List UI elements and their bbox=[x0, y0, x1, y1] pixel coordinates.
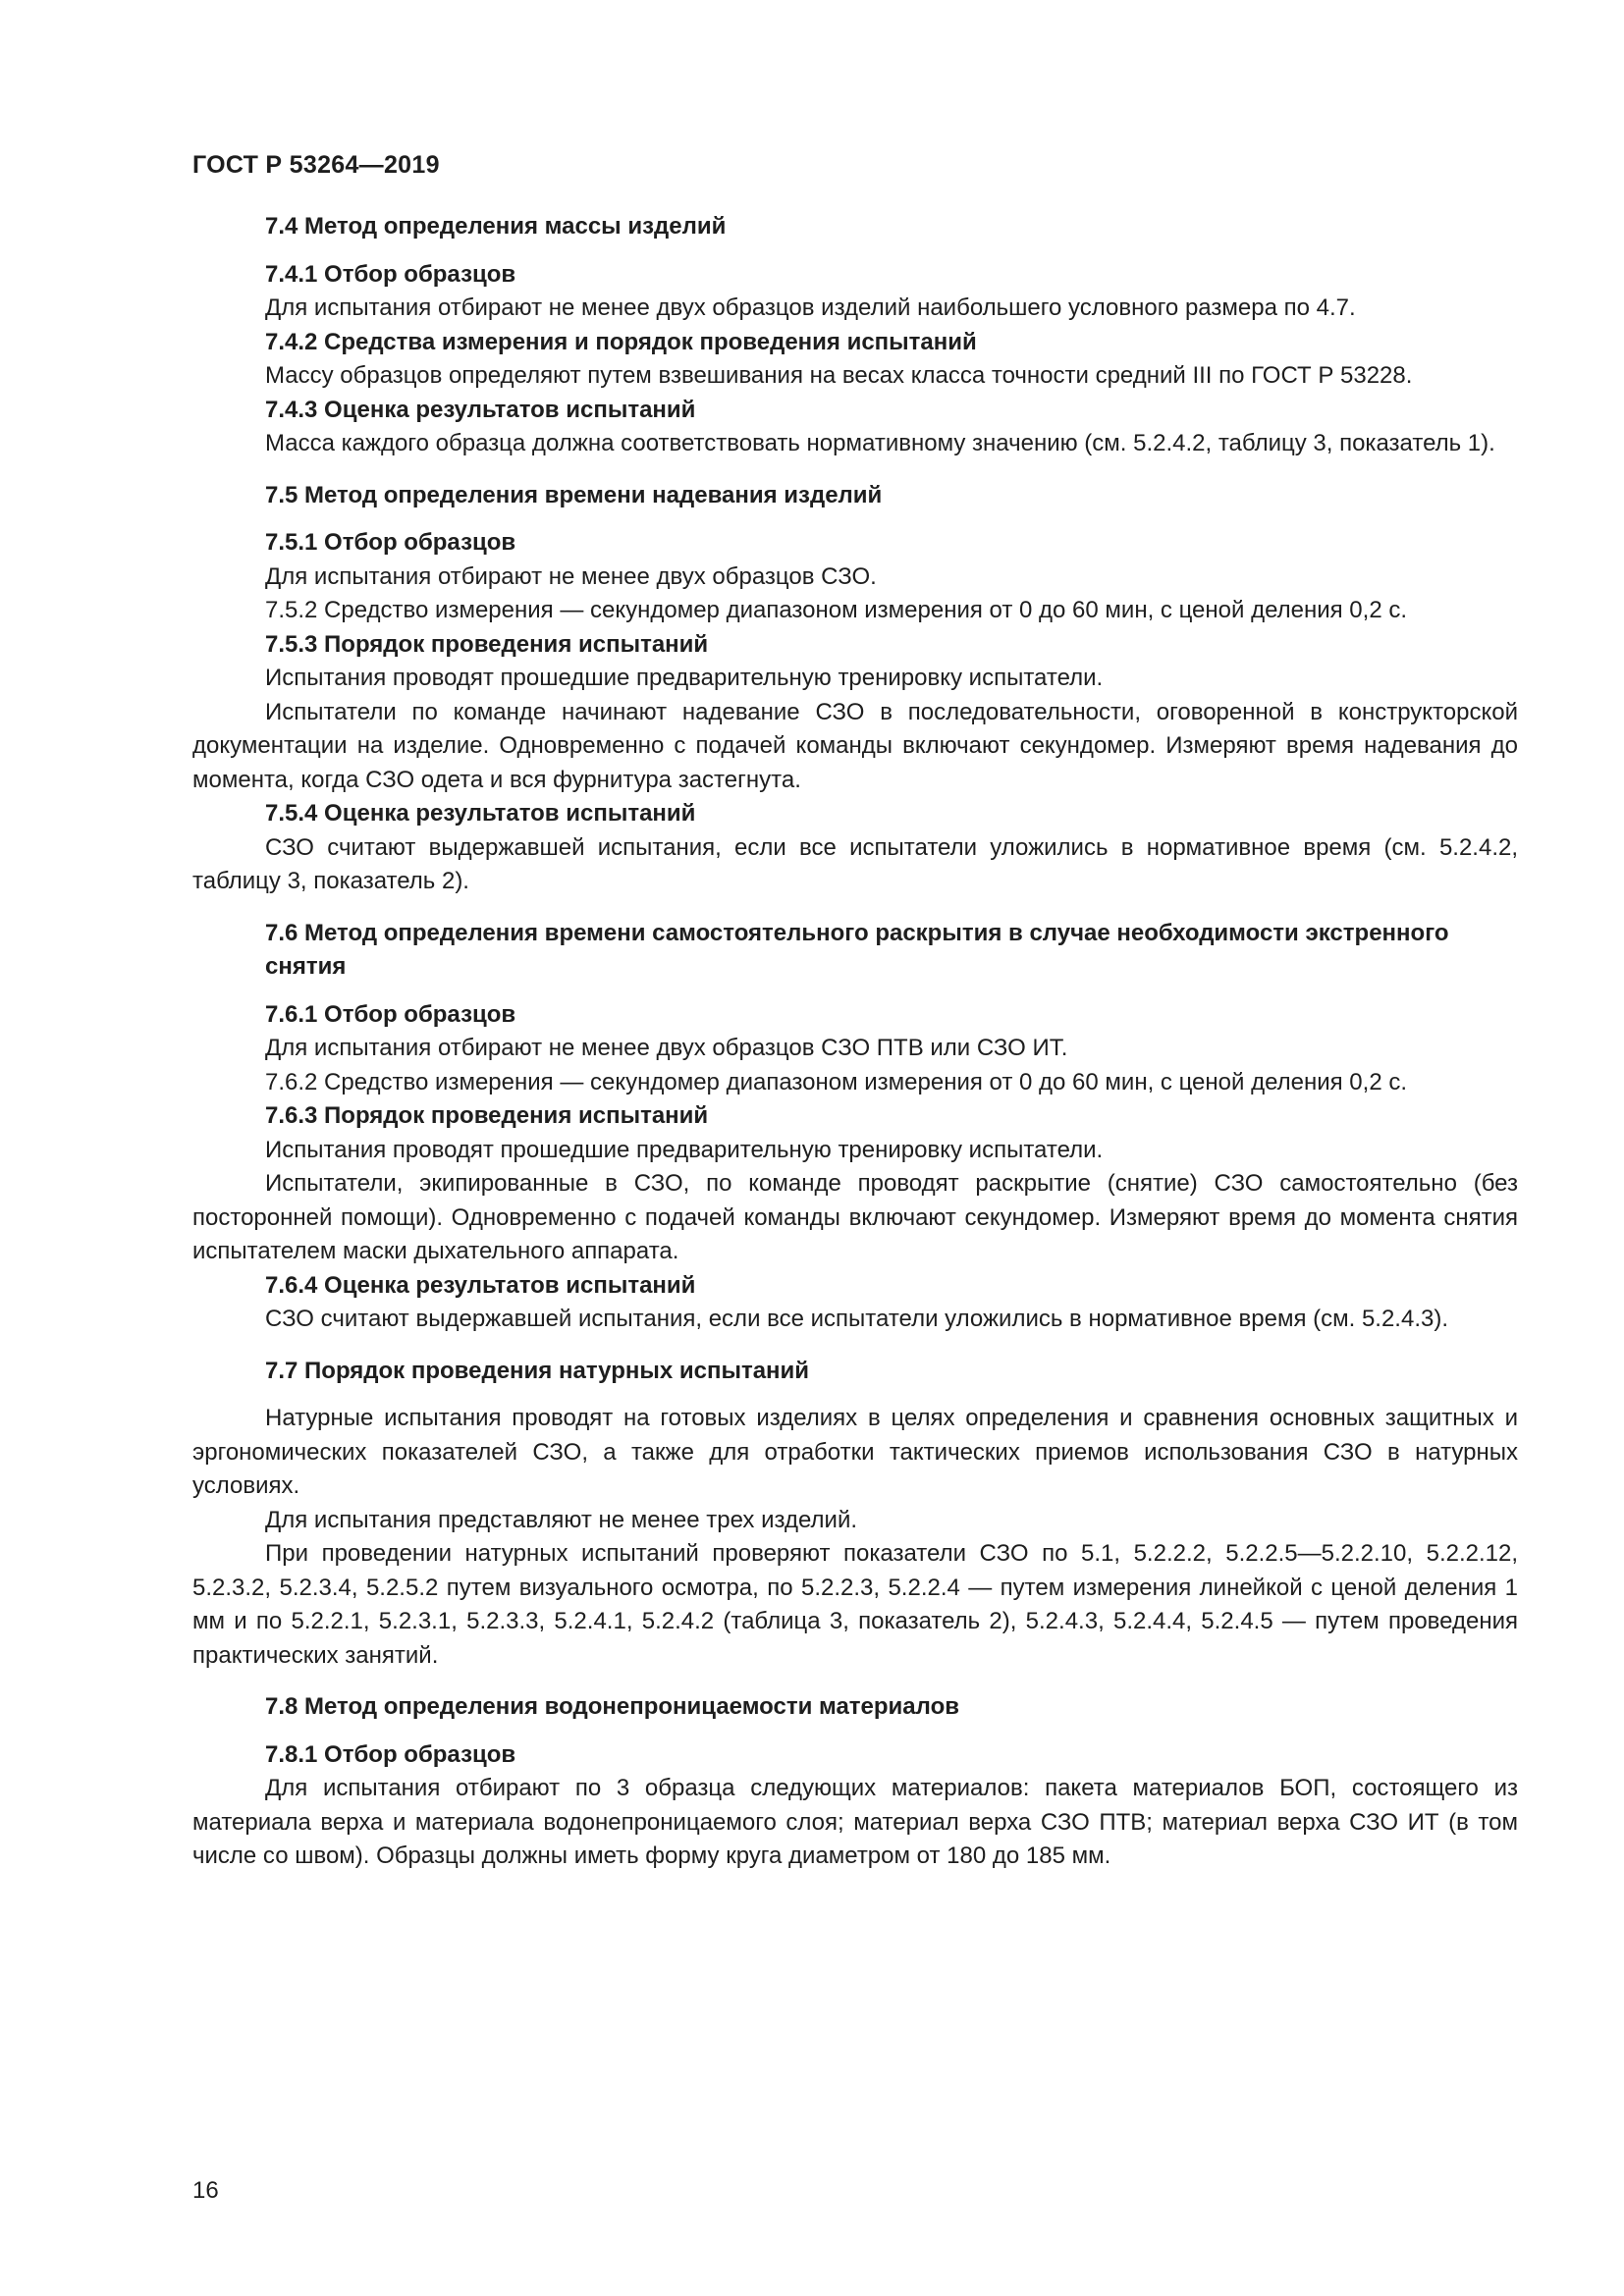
subsection-heading: 7.5.4 Оценка результатов испытаний bbox=[265, 800, 696, 827]
paragraph: Для испытания отбирают по 3 образца следующих материалов: пакета материалов БОП, состоящего из материала верха и материала водонепроницаемого слоя; материал верха СЗО ПТВ; материал верха СЗО ИТ (в том числе со швом). Образцы должны иметь форму круга диаметром от 180 до 185 мм. bbox=[192, 1775, 1518, 1869]
paragraph: Испытатели по команде начинают надевание СЗО в последовательности, оговоренной в конструкторской документации на изделие. Одновременно с подачей команды включают секундомер. Измеряют время надевания до момента, когда СЗО одета и вся фурнитура застегнута. bbox=[192, 698, 1518, 793]
subsection-heading: 7.4.1 Отбор образцов bbox=[265, 260, 516, 288]
document-body bbox=[192, 210, 1518, 1874]
subsection-heading: 7.4.3 Оценка результатов испытаний bbox=[265, 396, 696, 423]
paragraph: Натурные испытания проводят на готовых изделиях в целях определения и сравнения основных защитных и эргономических показателей СЗО, а также для отработки тактических приемов использования СЗО в натурных условиях. bbox=[192, 1405, 1518, 1499]
paragraph: 7.6.2 Средство измерения — секундомер диапазоном измерения от 0 до 60 мин, с ценой деления 0,2 с. bbox=[265, 1068, 1408, 1095]
paragraph: При проведении натурных испытаний проверяют показатели СЗО по 5.1, 5.2.2.2, 5.2.2.5—5.2.2.10, 5.2.2.12, 5.2.3.2, 5.2.3.4, 5.2.5.2 путем визуального осмотра, по 5.2.2.3, 5.2.2.4 — путем измерения линейкой с ценой деления 1 мм и по 5.2.2.1, 5.2.3.1, 5.2.3.3, 5.2.4.1, 5.2.4.2 (таблица 3, показатель 2), 5.2.4.3, 5.2.4.4, 5.2.4.5 — путем проведения практических занятий. bbox=[192, 1540, 1518, 1669]
paragraph: СЗО считают выдержавшей испытания, если все испытатели уложились в нормативное время (см. 5.2.4.3). bbox=[265, 1306, 1448, 1332]
paragraph: Испытатели, экипированные в СЗО, по команде проводят раскрытие (снятие) СЗО самостоятельно (без посторонней помощи). Одновременно с подачей команды включают секундомер. Измеряют время до момента снятия испытателем маски дыхательного аппарата. bbox=[192, 1170, 1518, 1264]
section-heading: 7.7 Порядок проведения натурных испытаний bbox=[265, 1357, 810, 1384]
subsection-heading: 7.6.1 Отбор образцов bbox=[265, 1000, 516, 1028]
subsection-heading: 7.6.3 Порядок проведения испытаний bbox=[265, 1102, 709, 1129]
section-heading: 7.5 Метод определения времени надевания изделий bbox=[265, 481, 883, 508]
subsection-heading: 7.5.3 Порядок проведения испытаний bbox=[265, 630, 709, 658]
paragraph: Для испытания отбирают не менее двух образцов СЗО ПТВ или СЗО ИТ. bbox=[265, 1035, 1068, 1061]
subsection-heading: 7.8.1 Отбор образцов bbox=[265, 1740, 516, 1768]
subsection-heading: 7.6.4 Оценка результатов испытаний bbox=[265, 1271, 696, 1299]
page-number: 16 bbox=[192, 2177, 219, 2204]
paragraph: Испытания проводят прошедшие предварительную тренировку испытатели. bbox=[265, 1136, 1104, 1163]
paragraph: Для испытания отбирают не менее двух образцов изделий наибольшего условного размера по 4.7. bbox=[265, 294, 1356, 321]
section-heading: 7.8 Метод определения водонепроницаемости материалов bbox=[265, 1693, 959, 1720]
paragraph: СЗО считают выдержавшей испытания, если все испытатели уложились в нормативное время (см. 5.2.4.2, таблицу 3, показатель 2). bbox=[192, 833, 1518, 894]
section-heading: 7.6 Метод определения времени самостоятельного раскрытия в случае необходимости экстренного снятия bbox=[265, 919, 1449, 980]
paragraph: 7.5.2 Средство измерения — секундомер диапазоном измерения от 0 до 60 мин, с ценой деления 0,2 с. bbox=[265, 597, 1408, 623]
paragraph: Масса каждого образца должна соответствовать нормативному значению (см. 5.2.4.2, таблицу 3, показатель 1). bbox=[265, 430, 1495, 456]
paragraph: Для испытания отбирают не менее двух образцов СЗО. bbox=[265, 562, 877, 590]
standard-header: ГОСТ Р 53264—2019 bbox=[192, 151, 440, 179]
paragraph: Массу образцов определяют путем взвешивания на весах класса точности средний III по ГОСТ Р 53228. bbox=[265, 362, 1413, 389]
subsection-heading: 7.4.2 Средства измерения и порядок проведения испытаний bbox=[265, 328, 977, 355]
subsection-heading: 7.5.1 Отбор образцов bbox=[265, 529, 516, 556]
paragraph: Испытания проводят прошедшие предварительную тренировку испытатели. bbox=[265, 665, 1104, 691]
section-heading: 7.4 Метод определения массы изделий bbox=[265, 213, 727, 240]
paragraph: Для испытания представляют не менее трех изделий. bbox=[265, 1506, 858, 1533]
